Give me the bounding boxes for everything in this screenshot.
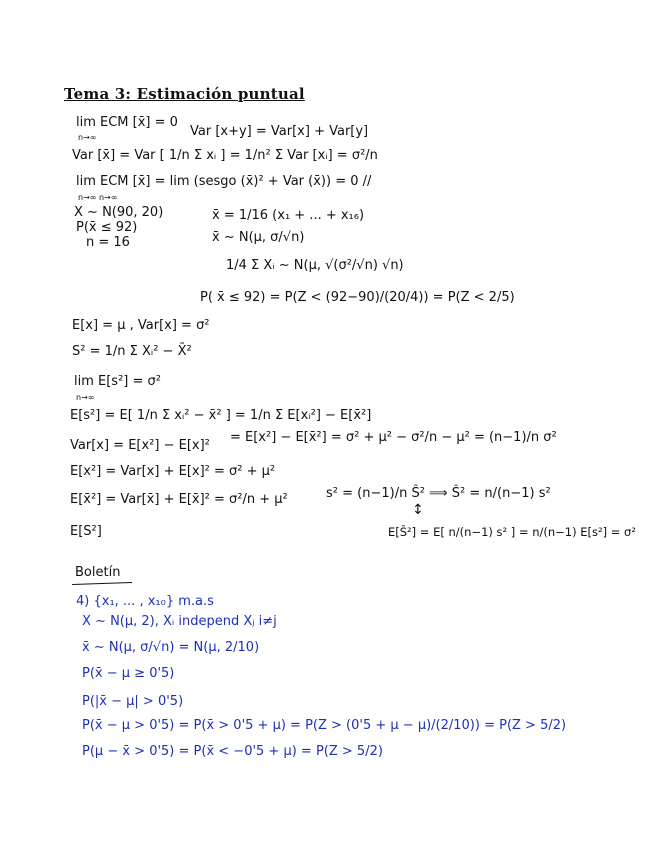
double-arrow-icon: ↕ bbox=[412, 502, 424, 518]
expected-xbar2-line: E[x̄²] = Var[x̄] + E[x̄]² = σ²/n + μ² bbox=[70, 492, 288, 507]
expectation-var-line: E[x] = μ , Var[x] = σ² bbox=[72, 318, 210, 333]
exercise-4-prob-3: P(x̄ − μ > 0'5) = P(x̄ > 0'5 + μ) = P(Z > (0'5 + μ − μ)/(2/10)) = P(Z > 5/2) bbox=[82, 718, 567, 733]
sample-variance-def: S² = 1/n Σ Xᵢ² − X̄² bbox=[72, 344, 192, 359]
unbiased-estimator-line: E[Ŝ²] = E[ n/(n−1) s² ] = n/(n−1) E[s²] = σ² bbox=[388, 525, 636, 539]
sample-size: n = 16 bbox=[86, 235, 130, 250]
limit-ecm-line: lim ECM [x̄] = 0 bbox=[76, 115, 178, 130]
exercise-4-assumption: X ∼ N(μ, 2), Xᵢ independ Xⱼ i≠j bbox=[82, 614, 277, 629]
var-mean-line: Var [x̄] = Var [ 1/n Σ xᵢ ] = 1/n² Σ Var [xᵢ] = σ²/n bbox=[72, 148, 378, 163]
exercise-4-prob-2: P(|x̄ − μ| > 0'5) bbox=[82, 694, 184, 709]
sample-mean-def: x̄ = 1/16 (x₁ + ... + x₁₆) bbox=[212, 208, 365, 223]
limit-variance-line: lim E[s²] = σ² bbox=[74, 374, 161, 389]
exercise-4-prob-1: P(x̄ − μ ≥ 0'5) bbox=[82, 666, 175, 681]
standardized-prob: P( x̄ ≤ 92) = P(Z < (92−90)/(20/4)) = P(Z < 2/5) bbox=[200, 290, 515, 305]
page-title: Tema 3: Estimación puntual bbox=[64, 85, 305, 103]
distribution-line: X ∼ N(90, 20) bbox=[74, 205, 164, 220]
exercise-4-prob-4: P(μ − x̄ > 0'5) = P(x̄ < −0'5 + μ) = P(Z > 5/2) bbox=[82, 744, 383, 759]
limit-ecm-sesgo-line: lim ECM [x̄] = lim (sesgo (x̄)² + Var (x̄)) = 0 // bbox=[76, 174, 372, 189]
boletin-underline bbox=[72, 582, 132, 585]
exercise-4-header: 4) {x₁, ... , x₁₀} m.a.s bbox=[76, 594, 214, 609]
exercise-4-mean-dist: x̄ ∼ N(μ, σ/√n) = N(μ, 2/10) bbox=[82, 640, 260, 655]
variance-identity: Var[x] = E[x²] − E[x]² bbox=[70, 438, 210, 453]
limit-subscript-2: n→∞ n→∞ bbox=[78, 193, 118, 202]
limit-subscript-3: n→∞ bbox=[76, 393, 95, 402]
quasi-variance-relation: s² = (n−1)/n Ŝ² ⟹ Ŝ² = n/(n−1) s² bbox=[326, 486, 551, 501]
sample-mean-dist: x̄ ∼ N(μ, σ/√n) bbox=[212, 230, 305, 245]
var-sum-line: Var [x+y] = Var[x] + Var[y] bbox=[190, 124, 369, 139]
boletin-heading: Boletín bbox=[75, 565, 121, 580]
sum-distribution: 1/4 Σ Xᵢ ∼ N(μ, √(σ²/√n) √n) bbox=[226, 258, 404, 273]
expected-s2-expansion: E[s²] = E[ 1/n Σ xᵢ² − x̄² ] = 1/n Σ E[xᵢ²] − E[x̄²] bbox=[70, 408, 372, 423]
expected-x2-line: E[x²] = Var[x] + E[x]² = σ² + μ² bbox=[70, 464, 276, 479]
probability-question: P(x̄ ≤ 92) bbox=[76, 220, 138, 235]
expected-s2-result: = E[x²] − E[x̄²] = σ² + μ² − σ²/n − μ² = (n−1)/n σ² bbox=[230, 430, 557, 445]
limit-subscript: n→∞ bbox=[78, 133, 97, 142]
expected-S2-label: E[S²] bbox=[70, 524, 102, 539]
